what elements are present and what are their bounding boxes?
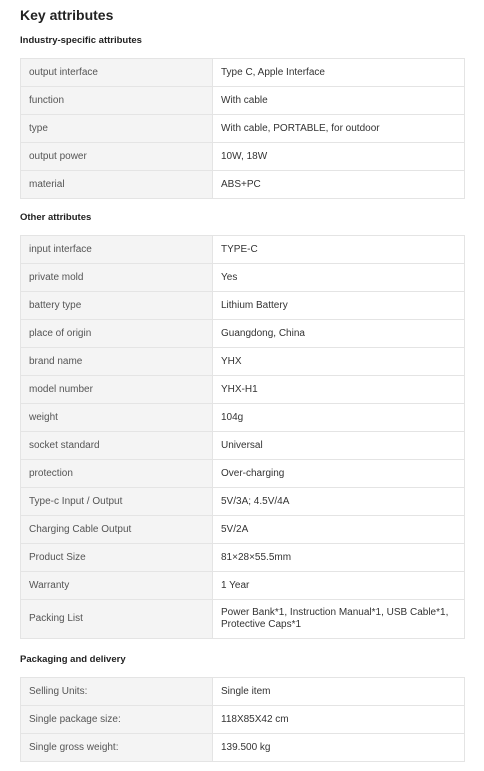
table-row [21, 600, 465, 639]
table-row [21, 236, 465, 264]
attribute-value: ABS+PC [213, 171, 465, 199]
industry-specific-attributes-table [20, 58, 465, 199]
attribute-key: Packing List [21, 600, 213, 639]
section-title-packaging-delivery: Packaging and delivery [20, 654, 126, 665]
attribute-key: brand name [21, 348, 213, 376]
attribute-key: battery type [21, 292, 213, 320]
table-row [21, 544, 465, 572]
attribute-key: private mold [21, 264, 213, 292]
attribute-value: Universal [213, 432, 465, 460]
table-row [21, 171, 465, 199]
section-title-industry-specific: Industry-specific attributes [20, 35, 142, 46]
table-row [21, 143, 465, 171]
table-row [21, 59, 465, 87]
attribute-key: Type-c Input / Output [21, 488, 213, 516]
attribute-key: Selling Units: [21, 678, 213, 706]
table-row [21, 376, 465, 404]
attribute-value: Lithium Battery [213, 292, 465, 320]
table-row [21, 432, 465, 460]
attribute-key: socket standard [21, 432, 213, 460]
attribute-key: output power [21, 143, 213, 171]
table-row [21, 572, 465, 600]
packaging-delivery-table [20, 677, 465, 762]
attribute-value: 118X85X42 cm [213, 706, 465, 734]
attribute-value: 104g [213, 404, 465, 432]
attribute-value: Yes [213, 264, 465, 292]
table-row [21, 348, 465, 376]
attribute-value: 81×28×55.5mm [213, 544, 465, 572]
table-row [21, 320, 465, 348]
table-row [21, 115, 465, 143]
attribute-value: 1 Year [213, 572, 465, 600]
attribute-value: TYPE-C [213, 236, 465, 264]
table-row [21, 734, 465, 762]
attribute-value: Single item [213, 678, 465, 706]
table-row [21, 87, 465, 115]
table-row [21, 488, 465, 516]
table-row [21, 706, 465, 734]
attribute-value: 5V/3A; 4.5V/4A [213, 488, 465, 516]
attribute-value: 139.500 kg [213, 734, 465, 762]
attribute-value: YHX-H1 [213, 376, 465, 404]
attribute-key: place of origin [21, 320, 213, 348]
attribute-key: material [21, 171, 213, 199]
attribute-key: protection [21, 460, 213, 488]
attribute-key: Single gross weight: [21, 734, 213, 762]
attribute-value: 5V/2A [213, 516, 465, 544]
table-row [21, 516, 465, 544]
attribute-key: input interface [21, 236, 213, 264]
table-row [21, 264, 465, 292]
attribute-key: Charging Cable Output [21, 516, 213, 544]
attribute-key: model number [21, 376, 213, 404]
attribute-value: Over-charging [213, 460, 465, 488]
attribute-value: YHX [213, 348, 465, 376]
attribute-value: Guangdong, China [213, 320, 465, 348]
attribute-key: output interface [21, 59, 213, 87]
other-attributes-table [20, 235, 465, 639]
table-row [21, 460, 465, 488]
attribute-value: 10W, 18W [213, 143, 465, 171]
attribute-key: function [21, 87, 213, 115]
attribute-value: Power Bank*1, Instruction Manual*1, USB Cable*1, Protective Caps*1 [213, 600, 465, 639]
table-row [21, 292, 465, 320]
attribute-value: With cable [213, 87, 465, 115]
table-row [21, 678, 465, 706]
page-title: Key attributes [20, 7, 114, 23]
attribute-key: Warranty [21, 572, 213, 600]
section-title-other-attributes: Other attributes [20, 212, 92, 223]
attribute-key: weight [21, 404, 213, 432]
table-row [21, 404, 465, 432]
attribute-value: With cable, PORTABLE, for outdoor [213, 115, 465, 143]
attribute-value: Type C, Apple Interface [213, 59, 465, 87]
attribute-key: Single package size: [21, 706, 213, 734]
attribute-key: Product Size [21, 544, 213, 572]
attribute-key: type [21, 115, 213, 143]
